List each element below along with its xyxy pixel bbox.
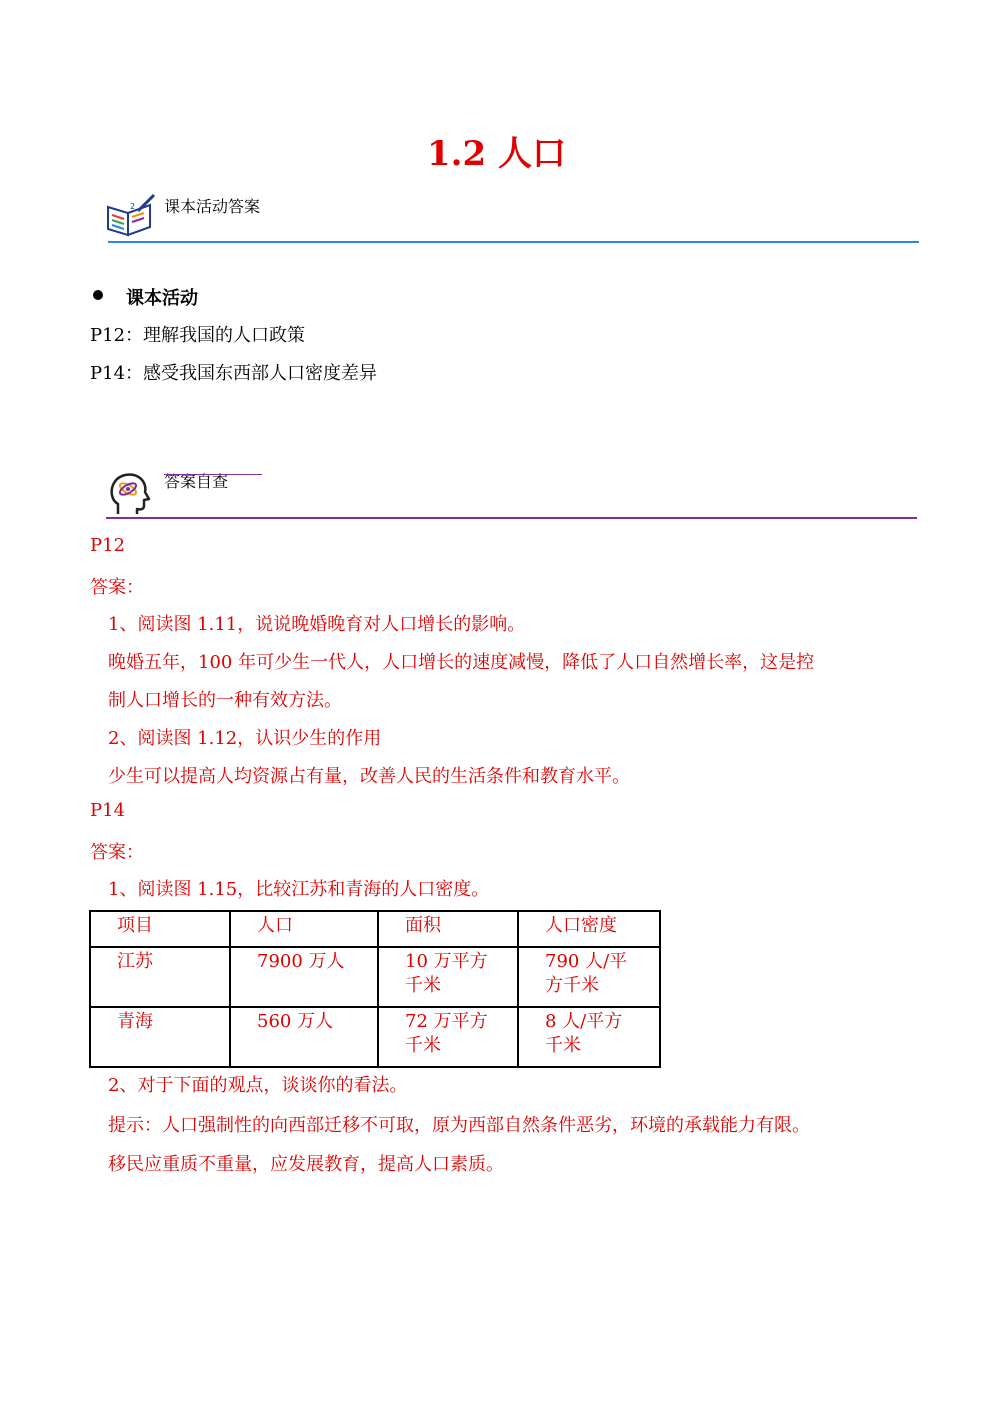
cell-text-line: 72 万平方 [405,1011,488,1032]
table-cell-area [378,1007,518,1067]
activities-heading: 课本活动 [126,288,198,309]
p14-page-label: P14 [90,800,126,821]
p12-answer-label: 答案： [90,577,144,598]
table-cell-population: 7900 万人 [230,947,378,1007]
cell-text-line: 千米 [545,1035,581,1056]
table-header-row [90,911,660,947]
table-header-cell: 面积 [378,911,518,947]
table-header-cell: 人口 [230,911,378,947]
table-header-cell: 人口密度 [518,911,660,947]
cell-text-line: 8 人/平方 [545,1011,623,1032]
svg-text:2: 2 [130,202,136,211]
p12-answer-1-line-1: 晚婚五年，100 年可少生一代人，人口增长的速度减慢，降低了人口自然增长率，这是控 [108,652,815,673]
table-row [90,1007,660,1067]
activity-item-p14: P14：感受我国东西部人口密度差异 [90,363,378,384]
table-cell-density [518,947,660,1007]
population-density-table [89,910,661,1068]
cell-text-line: 10 万平方 [405,951,488,972]
p12-answer-2: 少生可以提高人均资源占有量，改善人民的生活条件和教育水平。 [108,766,630,787]
head-atom-icon [108,470,152,516]
p12-page-label: P12 [90,535,126,556]
section-divider-purple [106,517,917,519]
activity-item-p12: P12：理解我国的人口政策 [90,325,306,346]
page-title: 1.2 人口 [427,134,566,174]
banner-underline-short [164,474,262,475]
cell-text-line: 790 人/平 [545,951,628,972]
p14-answer-label: 答案： [90,842,144,863]
cell-text-line: 方千米 [545,975,599,996]
table-cell-population: 560 万人 [230,1007,378,1067]
cell-text-line: 千米 [405,975,441,996]
table-cell-region: 青海 [90,1007,230,1067]
p12-answer-1-line-2: 制人口增长的一种有效方法。 [108,690,342,711]
table-cell-region: 江苏 [90,947,230,1007]
p14-question-2: 2、对于下面的观点，谈谈你的看法。 [108,1075,408,1096]
p12-question-1: 1、阅读图 1.11，说说晚婚晚育对人口增长的影响。 [108,614,526,635]
table-cell-area [378,947,518,1007]
table-row [90,947,660,1007]
cell-text-line: 千米 [405,1035,441,1056]
bullet-icon [93,290,103,300]
p14-answer-2-line-2: 移民应重质不重量，应发展教育，提高人口素质。 [108,1154,504,1175]
p12-question-2: 2、阅读图 1.12，认识少生的作用 [108,728,382,749]
table-header-cell: 项目 [90,911,230,947]
book-pen-icon [104,193,156,239]
section-divider-blue [108,241,919,243]
p14-question-1: 1、阅读图 1.15，比较江苏和青海的人口密度。 [108,879,490,900]
p14-answer-2-line-1: 提示：人口强制性的向西部迁移不可取，原为西部自然条件恶劣，环境的承载能力有限。 [108,1115,810,1136]
banner-label-textbook-answers: 课本活动答案 [164,197,261,216]
table-cell-density [518,1007,660,1067]
banner-label-answer-check: 答案自查 [164,472,229,491]
